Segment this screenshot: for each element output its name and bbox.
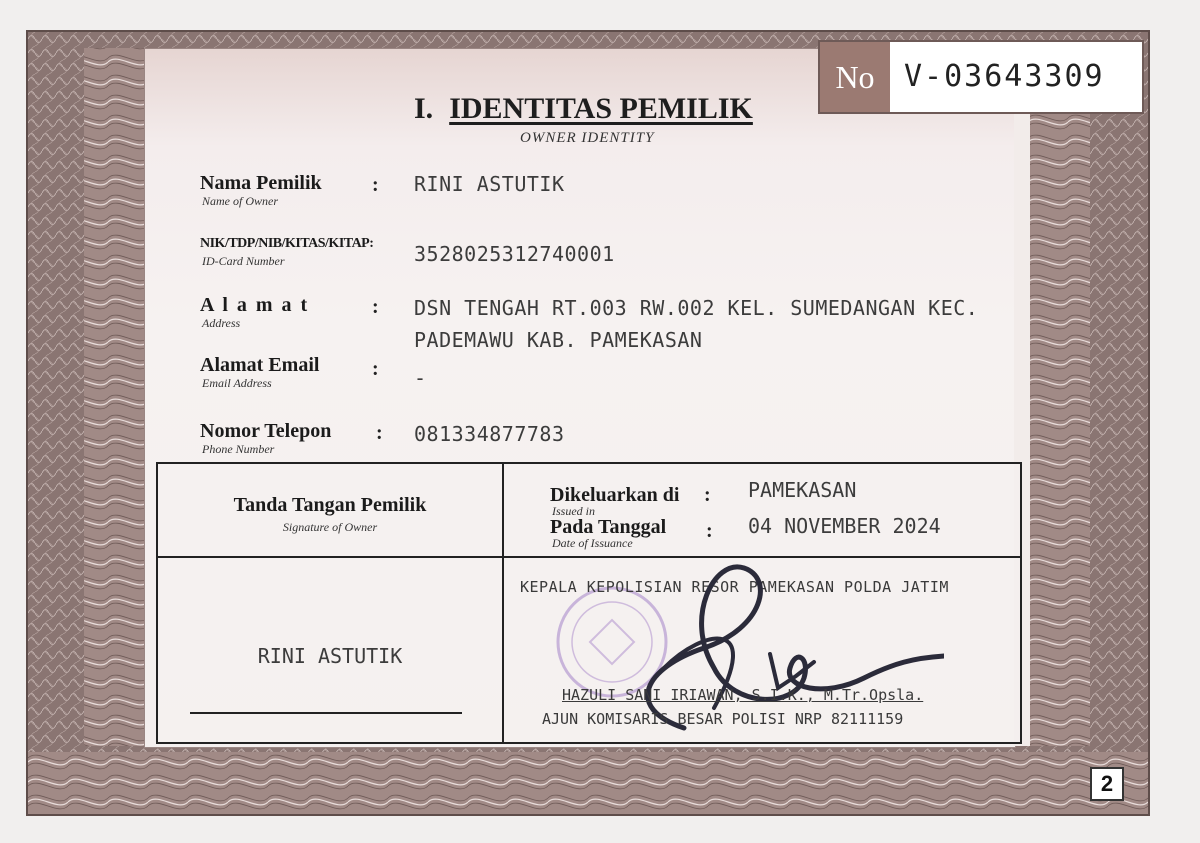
section-title: [414, 92, 753, 126]
issued-in-value: PAMEKASAN: [748, 478, 857, 502]
owner-signature-line: [190, 712, 462, 714]
phone-value: 081334877783: [414, 422, 565, 446]
owner-signature-sublabel: Signature of Owner: [282, 520, 378, 534]
official-signature-area: [504, 558, 1022, 742]
document-number-box: [818, 40, 1144, 114]
address-value-line2: PADEMAWU KAB. PAMEKASAN: [414, 328, 703, 352]
owner-name-label: Nama Pemilik: [200, 172, 322, 194]
phone-sublabel: Phone Number: [202, 442, 275, 456]
owner-name-sublabel: Name of Owner: [202, 194, 278, 208]
id-number-label: NIK/TDP/NIB/KITAS/KITAP:: [200, 236, 374, 251]
email-colon: :: [372, 358, 379, 380]
section-number: I.: [414, 92, 434, 125]
section-subtitle: OWNER IDENTITY: [520, 130, 655, 146]
document-number-label: No: [820, 42, 890, 112]
issued-in-label: Dikeluarkan di: [550, 484, 680, 506]
address-colon: :: [372, 296, 379, 318]
issue-date-sublabel: Date of Issuance: [552, 536, 633, 550]
id-number-sublabel: ID-Card Number: [202, 254, 285, 268]
email-sublabel: Email Address: [202, 376, 272, 390]
address-sublabel: Address: [202, 316, 241, 330]
owner-signature-name: RINI ASTUTIK: [257, 644, 403, 668]
email-value: -: [414, 366, 427, 390]
document-number-value: V-03643309: [904, 59, 1105, 94]
owner-name-value: RINI ASTUTIK: [414, 172, 565, 196]
owner-signature-label: Tanda Tangan Pemilik: [233, 494, 427, 516]
email-label: Alamat Email: [200, 354, 320, 376]
section-title-text: IDENTITAS PEMILIK: [449, 92, 753, 125]
phone-colon: :: [376, 422, 383, 444]
issue-date-value: 04 NOVEMBER 2024: [748, 514, 941, 538]
official-rank: AJUN KOMISARIS BESAR POLISI NRP 82111159: [542, 710, 904, 728]
issued-in-sublabel: Issued in: [552, 504, 595, 518]
issue-date-colon: :: [706, 520, 713, 542]
phone-label: Nomor Telepon: [200, 420, 332, 442]
id-number-value: 3528025312740001: [414, 242, 615, 266]
official-name: HAZULI SANI IRIAWAN, S.I.K., M.Tr.Opsla.: [562, 686, 924, 704]
owner-name-colon: :: [372, 174, 379, 196]
address-value-line1: DSN TENGAH RT.003 RW.002 KEL. SUMEDANGAN KEC.: [414, 296, 979, 320]
address-label: A l a m a t: [200, 294, 310, 316]
signature-table: [156, 462, 1022, 744]
official-title: KEPALA KEPOLISIAN RESOR PAMEKASAN POLDA JATIM: [520, 578, 949, 596]
issued-in-colon: :: [704, 484, 711, 506]
page-number: 2: [1090, 767, 1124, 801]
ownership-card: [26, 30, 1150, 816]
issue-date-label: Pada Tanggal: [550, 516, 667, 538]
